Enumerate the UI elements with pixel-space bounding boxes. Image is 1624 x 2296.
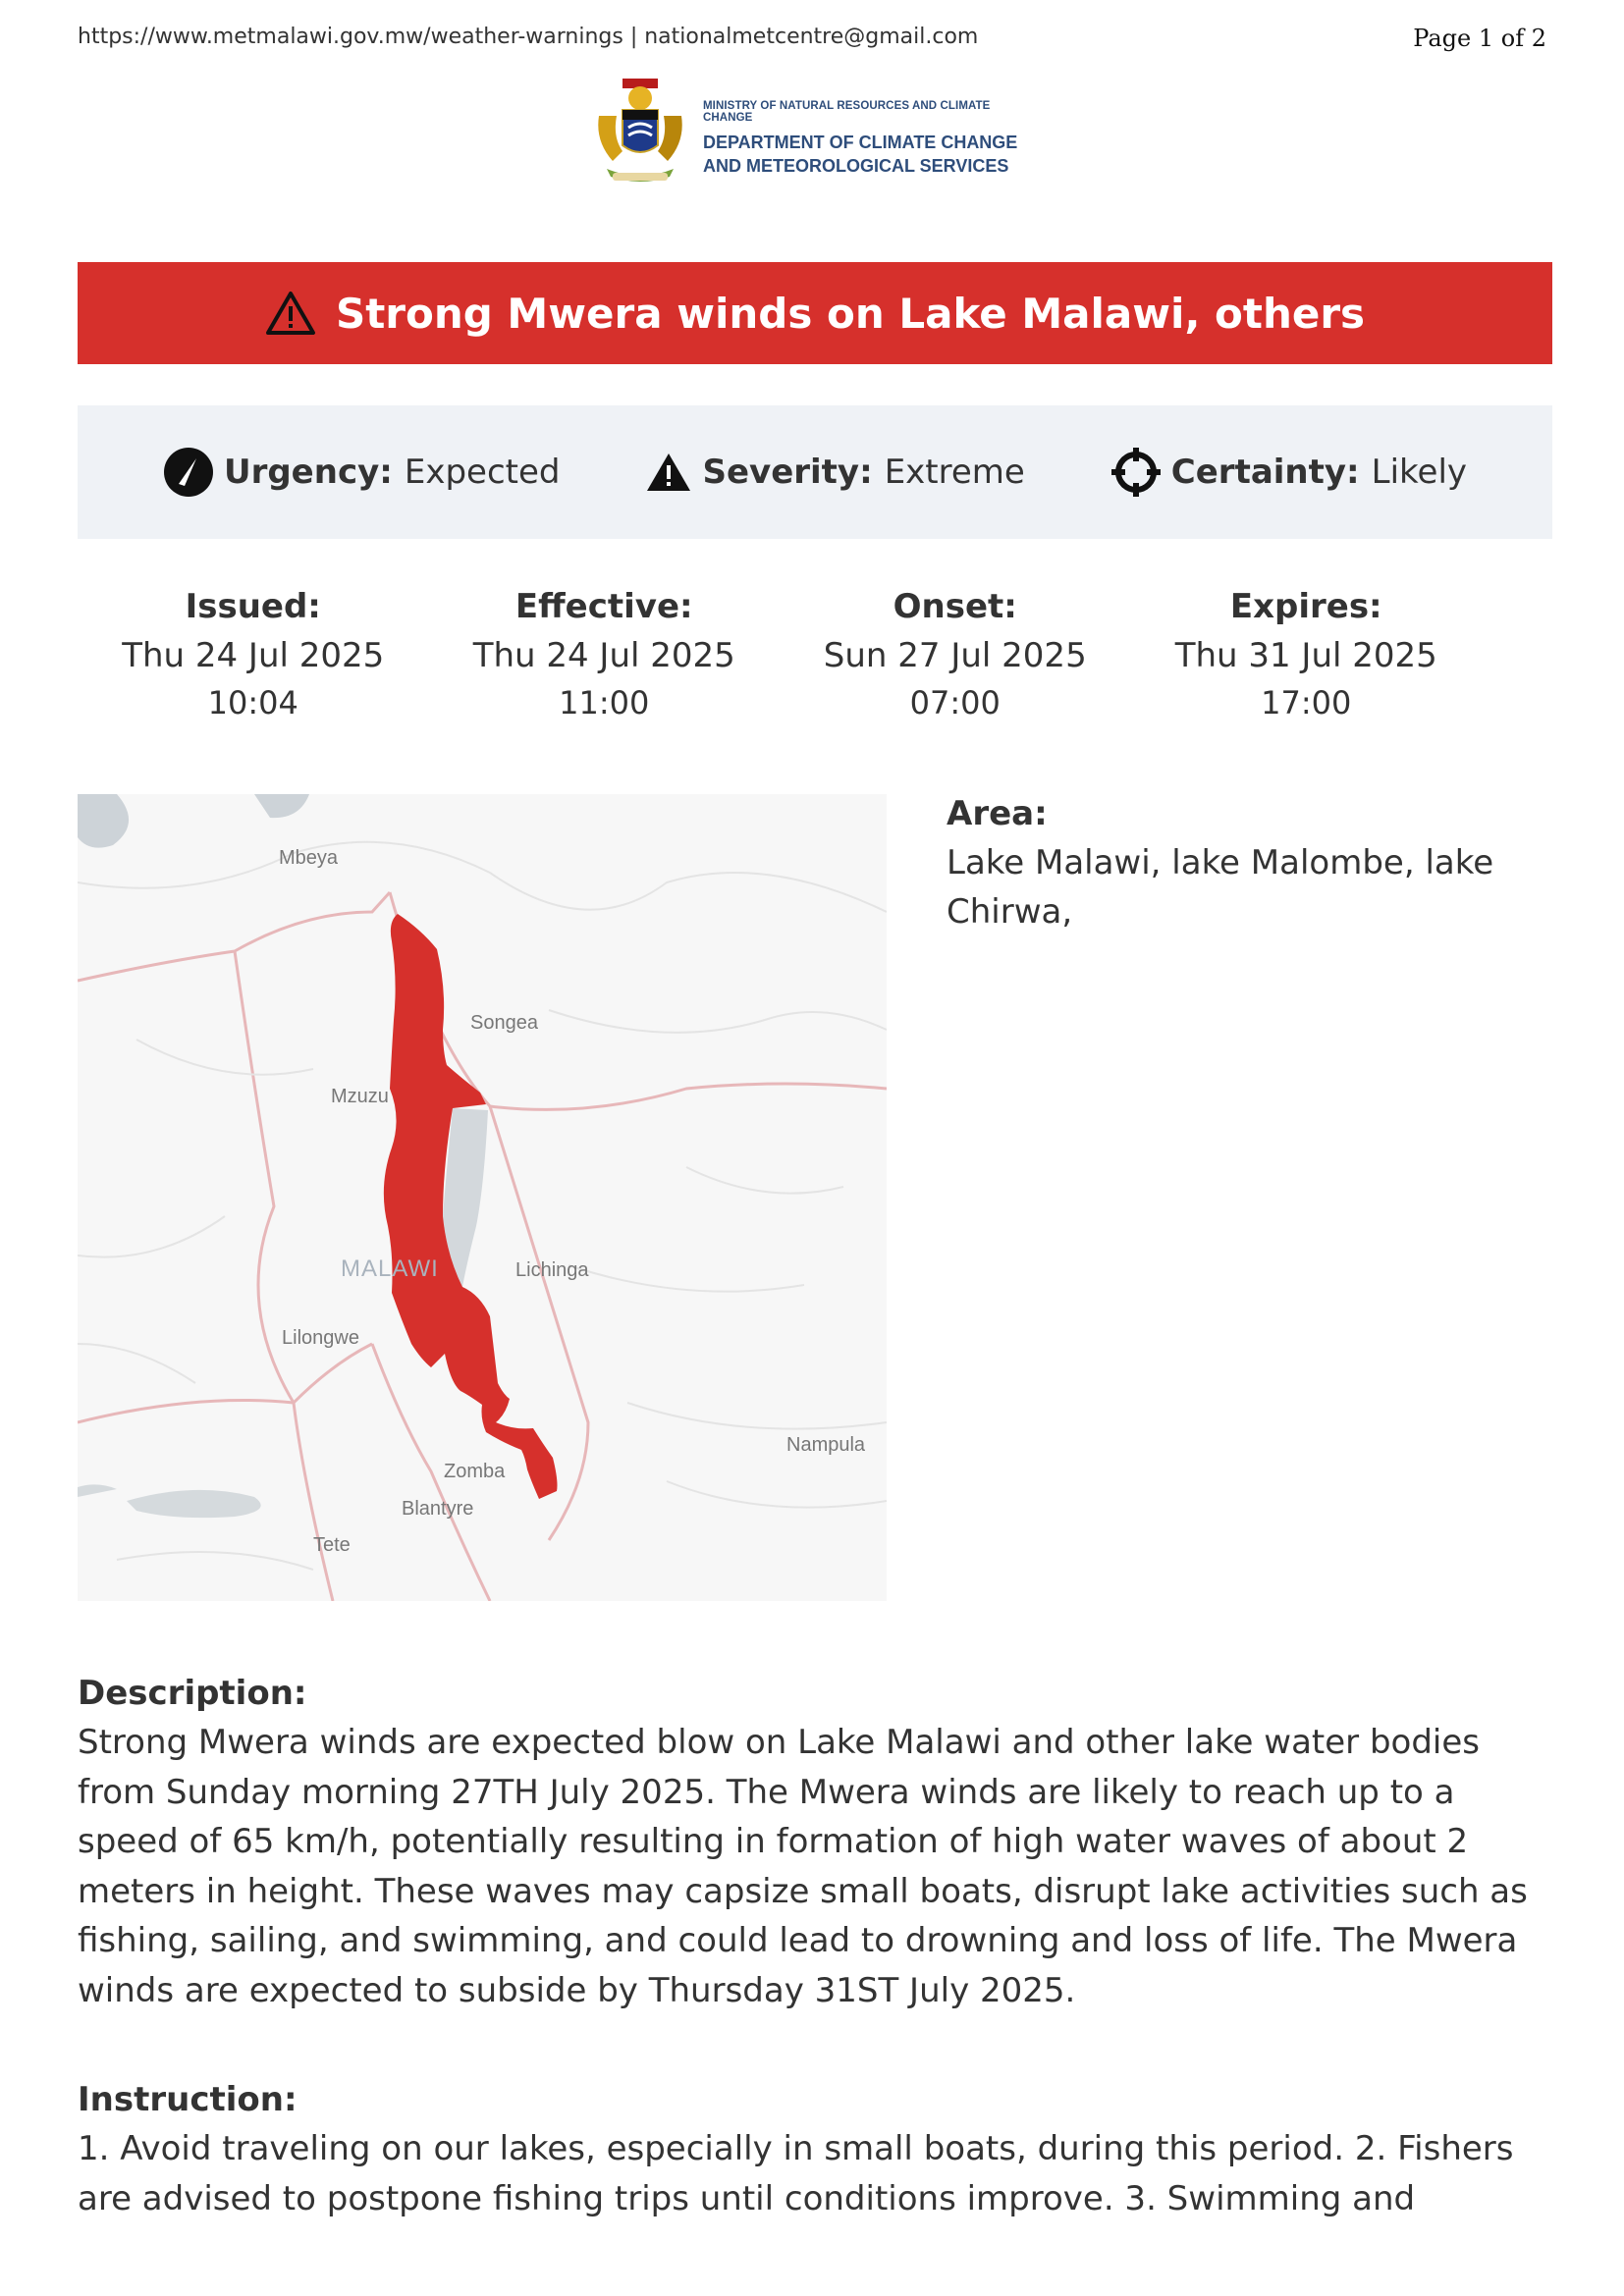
area-text: Lake Malawi, lake Malombe, lake Chirwa, bbox=[947, 843, 1494, 932]
certainty-value: Likely bbox=[1371, 453, 1468, 492]
date-day: Thu 24 Jul 2025 bbox=[472, 636, 735, 675]
date-time: 17:00 bbox=[1261, 684, 1352, 721]
date-expires bbox=[1131, 582, 1483, 725]
severity-value: Extreme bbox=[884, 453, 1025, 492]
instruction-label: Instruction: bbox=[78, 2080, 298, 2119]
date-label: Expires: bbox=[1229, 587, 1382, 626]
instruction-section bbox=[78, 2075, 1560, 2223]
instruction-text: 1. Avoid traveling on our lakes, especially in small boats, during this period. 2. Fishers are advised to postpone fishing trips until conditions improve. 3. Swimming and bbox=[78, 2129, 1514, 2218]
map-label-mzuzu: Mzuzu bbox=[331, 1086, 389, 1107]
map-label-nampula: Nampula bbox=[786, 1434, 866, 1456]
dates-row bbox=[78, 582, 1482, 725]
date-day: Sun 27 Jul 2025 bbox=[823, 636, 1087, 675]
alert-title: Strong Mwera winds on Lake Malawi, others bbox=[335, 289, 1366, 338]
date-time: 07:00 bbox=[909, 684, 1001, 721]
map-label-malawi: MALAWI bbox=[341, 1255, 439, 1282]
severity bbox=[645, 452, 1024, 493]
area-label: Area: bbox=[947, 794, 1048, 833]
department-line-2: AND METEOROLOGICAL SERVICES bbox=[703, 156, 1009, 176]
department-line-1: DEPARTMENT OF CLIMATE CHANGE bbox=[703, 133, 1018, 152]
severity-warning-icon bbox=[645, 452, 692, 493]
alert-title-banner bbox=[78, 262, 1552, 364]
map-label-zomba: Zomba bbox=[444, 1461, 506, 1482]
map-label-lilongwe: Lilongwe bbox=[282, 1327, 359, 1349]
severity-label: Severity: bbox=[702, 453, 873, 492]
date-day: Thu 24 Jul 2025 bbox=[122, 636, 385, 675]
alert-metadata bbox=[78, 405, 1552, 539]
description-section bbox=[78, 1669, 1560, 2015]
source-url-line: https://www.metmalawi.gov.mw/weather-warnings | nationalmetcentre@gmail.com bbox=[78, 25, 979, 49]
certainty-label: Certainty: bbox=[1170, 453, 1360, 492]
area-section bbox=[947, 789, 1555, 936]
coat-of-arms-icon bbox=[589, 77, 691, 185]
date-time: 10:04 bbox=[207, 684, 298, 721]
crosshair-icon bbox=[1110, 447, 1162, 498]
urgency bbox=[163, 447, 561, 498]
date-label: Effective: bbox=[514, 587, 693, 626]
date-label: Issued: bbox=[185, 587, 321, 626]
description-label: Description: bbox=[78, 1674, 307, 1713]
urgency-value: Expected bbox=[404, 453, 561, 492]
warning-triangle-icon bbox=[265, 291, 316, 336]
map-label-lichinga: Lichinga bbox=[515, 1259, 589, 1281]
urgency-label: Urgency: bbox=[223, 453, 393, 492]
warning-area-map bbox=[78, 794, 887, 1601]
department-logo bbox=[589, 77, 1031, 185]
date-onset bbox=[780, 582, 1131, 725]
map-label-tete: Tete bbox=[313, 1534, 351, 1556]
date-label: Onset: bbox=[893, 587, 1017, 626]
map-label-blantyre: Blantyre bbox=[402, 1498, 474, 1520]
map-label-songea: Songea bbox=[470, 1012, 538, 1034]
certainty bbox=[1110, 447, 1467, 498]
date-effective bbox=[429, 582, 781, 725]
description-text: Strong Mwera winds are expected blow on Lake Malawi and other lake water bodies from Sunday morning 27TH July 2025. The Mwera winds are likely to reach up to a speed of 65 km/h, potentially resulting in formation of high water waves of about 2 meters in height. These waves may capsize small boats, disrupt lake activities such as fishing, sailing, and swimming, and could lead to drowning and loss of life. The Mwera winds are expected to subside by Thursday 31ST July 2025. bbox=[78, 1723, 1528, 2010]
date-time: 11:00 bbox=[559, 684, 650, 721]
date-day: Thu 31 Jul 2025 bbox=[1174, 636, 1437, 675]
gauge-icon bbox=[163, 447, 214, 498]
page-number: Page 1 of 2 bbox=[1413, 25, 1546, 52]
date-issued bbox=[78, 582, 429, 725]
ministry-name: MINISTRY OF NATURAL RESOURCES AND CLIMATE CHANGE bbox=[703, 100, 991, 124]
map-label-mbeya: Mbeya bbox=[279, 847, 339, 869]
